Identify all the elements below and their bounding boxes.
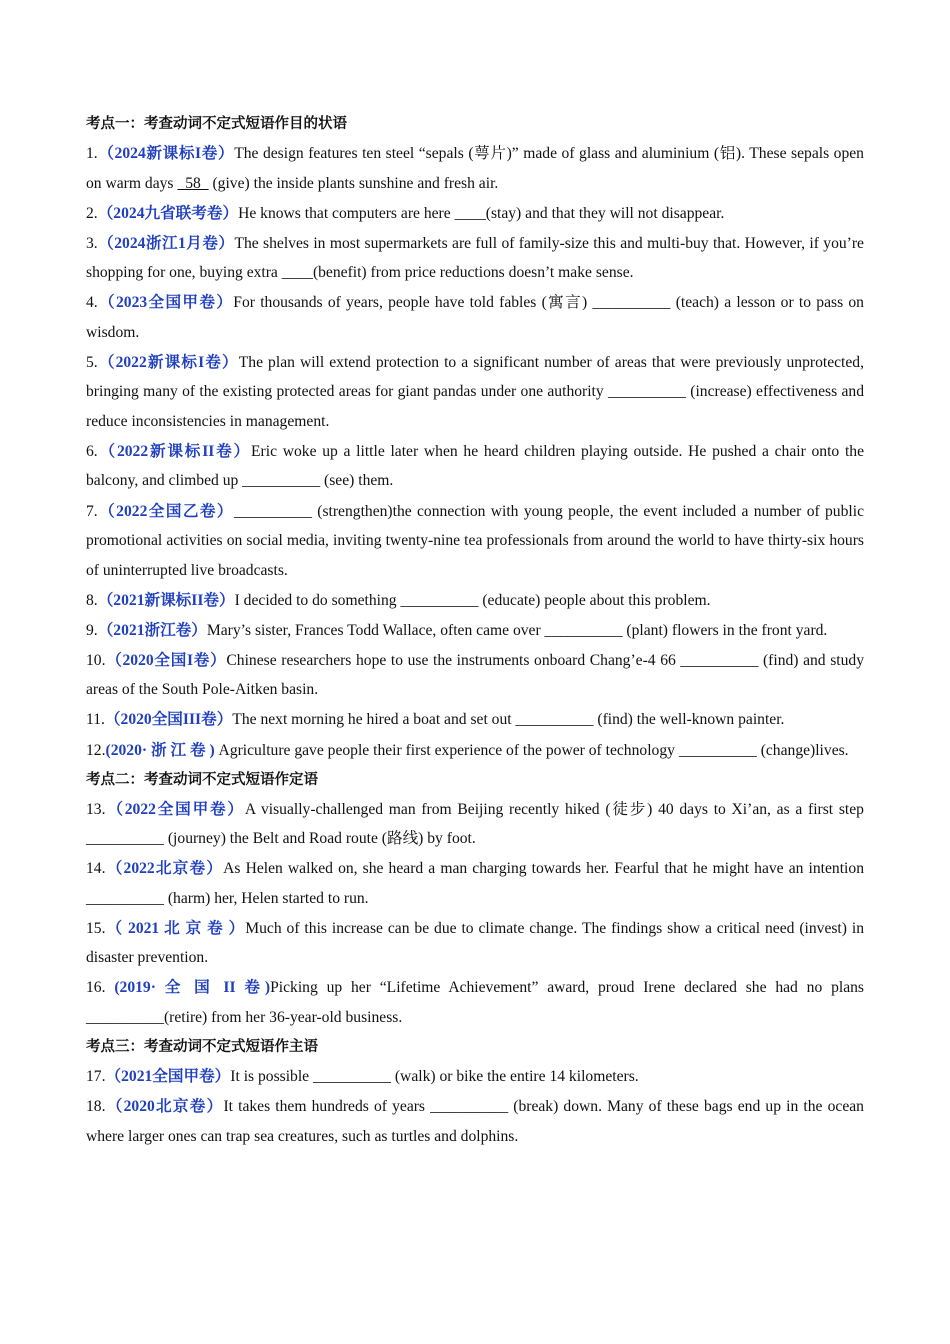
question-text: A visually-challenged man from Beijing recently hiked (徒步) 40 days to Xi’an, as a first step __________ (journey) the Belt and Road route (路线) by foot. [86, 800, 864, 848]
question-item [86, 229, 864, 288]
question-item [86, 795, 864, 854]
question-text: I decided to do something __________ (educate) people about this problem. [234, 591, 711, 609]
question-text: For thousands of years, people have told fables (寓言) __________ (teach) a lesson or to pass on wisdom. [86, 294, 864, 341]
section-heading: 考点一：考查动词不定式短语作目的状语 [86, 116, 347, 132]
section-heading: 考点三：考查动词不定式短语作主语 [86, 1039, 318, 1055]
question-number: 8. [86, 591, 98, 609]
question-number: 7. [86, 502, 98, 520]
question-text: He knows that computers are here ____(stay) and that they will not disappear. [238, 204, 725, 222]
question-number: 3. [86, 234, 98, 252]
question-number: 9. [86, 621, 98, 639]
question-source: （2020全国I卷） [105, 651, 227, 669]
question-source: （2022全国甲卷） [105, 800, 245, 818]
question-text: Chinese researchers hope to use the instruments onboard Chang’e-4 66 __________ (find) and study areas of the South Pole-Aitken basin. [86, 651, 864, 699]
question-item [86, 705, 864, 735]
question-text: The plan will extend protection to a significant number of areas that were previously unprotected, bringing many of the existing protected areas for giant pandas under one authority __________ (increase) effectiveness and reduce inconsistencies in management. [86, 353, 864, 430]
question-item [86, 288, 864, 347]
question-number: 1. [86, 145, 98, 162]
question-item [86, 1092, 864, 1151]
question-text: As Helen walked on, she heard a man charging towards her. Fearful that he might have an intention __________ (harm) her, Helen started to run. [86, 860, 864, 907]
question-source: （2023全国甲卷） [97, 294, 234, 312]
question-number: 2. [86, 204, 98, 222]
question-item [86, 736, 864, 766]
question-text: The shelves in most supermarkets are full of family-size this and multi-buy that. However, if you’re shopping for one, buying extra ____(benefit) from price reductions doesn’t make sense. [86, 234, 864, 282]
question-source: （2021浙江卷） [97, 621, 207, 639]
question-number: 18. [86, 1098, 106, 1116]
question-item [86, 437, 864, 496]
question-text: (give) the inside plants sunshine and fresh air. [208, 174, 499, 192]
question-item [86, 854, 864, 913]
question-item [86, 139, 864, 198]
question-number: 6. [86, 442, 98, 460]
question-number: 11. [86, 711, 105, 729]
question-text: The next morning he hired a boat and set out __________ (find) the well-known painter. [232, 711, 785, 729]
question-item [86, 973, 864, 1032]
section-heading: 考点二：考查动词不定式短语作定语 [86, 771, 318, 788]
question-text: __________ (strengthen)the connection with young people, the event included a number of public promotional activities on social media, inviting twenty-nine tea professionals from around the world to have thirty-six hours of uninterrupted live broadcasts. [86, 502, 864, 579]
question-text: Eric woke up a little later when he heard children playing outside. He pushed a chair onto the balcony, and climbed up __________ (see) them. [86, 442, 864, 490]
question-source: （2024九省联考卷） [97, 204, 239, 222]
question-source: （2021新课标II卷） [97, 591, 235, 609]
question-text: Agriculture gave people their first experience of the power of technology __________ (change)lives. [214, 741, 849, 759]
question-source: （2024浙江1月卷） [97, 234, 235, 252]
question-item [86, 586, 864, 616]
question-source: （2022全国乙卷） [97, 502, 234, 520]
question-text: The design features ten steel “sepals (萼片)” made of glass and aluminium (铝). These sepals open on warm days [86, 145, 864, 192]
question-source: （ 2021 北 京 卷 ） [105, 919, 246, 937]
question-item [86, 646, 864, 705]
question-text: It takes them hundreds of years __________ (break) down. Many of these bags end up in the ocean where larger ones can trap sea creatures, such as turtles and dolphins. [86, 1098, 864, 1145]
question-source: （2024新课标I卷） [97, 145, 235, 162]
question-item [86, 1062, 864, 1092]
question-number: 10. [86, 651, 106, 669]
question-item [86, 348, 864, 437]
question-number: 16. [86, 979, 106, 997]
question-source: （2022新课标I卷） [97, 353, 239, 371]
question-source: （2022北京卷） [105, 860, 224, 878]
question-text: Much of this increase can be due to climate change. The findings show a critical need (invest) in disaster prevention. [86, 919, 864, 967]
question-number: 4. [86, 294, 98, 312]
question-item [86, 616, 864, 646]
question-item [86, 497, 864, 586]
question-item [86, 199, 864, 229]
question-source: （2020北京卷） [105, 1098, 224, 1116]
question-source: (2019· 全 国 II 卷) [105, 979, 271, 997]
question-source: （2021全国甲卷） [105, 1068, 231, 1085]
question-item [86, 914, 864, 973]
question-number: 13. [86, 800, 106, 818]
question-source: (2020· 浙 江 卷 ) [105, 741, 215, 759]
answer-blank: 58 [177, 174, 209, 192]
question-source: （2020全国III卷） [104, 711, 233, 729]
question-source: （2022新课标II卷） [97, 442, 252, 460]
question-number: 5. [86, 353, 98, 371]
question-number: 12. [86, 741, 106, 759]
question-text: Mary’s sister, Frances Todd Wallace, often came over __________ (plant) flowers in the front yard. [206, 621, 828, 639]
question-text: It is possible __________ (walk) or bike the entire 14 kilometers. [230, 1068, 639, 1085]
question-number: 17. [86, 1068, 106, 1085]
question-text: Picking up her “Lifetime Achievement” award, proud Irene declared she had no plans __________(retire) from her 36-year-old business. [86, 979, 864, 1026]
question-number: 14. [86, 860, 106, 878]
question-number: 15. [86, 919, 106, 937]
document-page [86, 110, 864, 1152]
